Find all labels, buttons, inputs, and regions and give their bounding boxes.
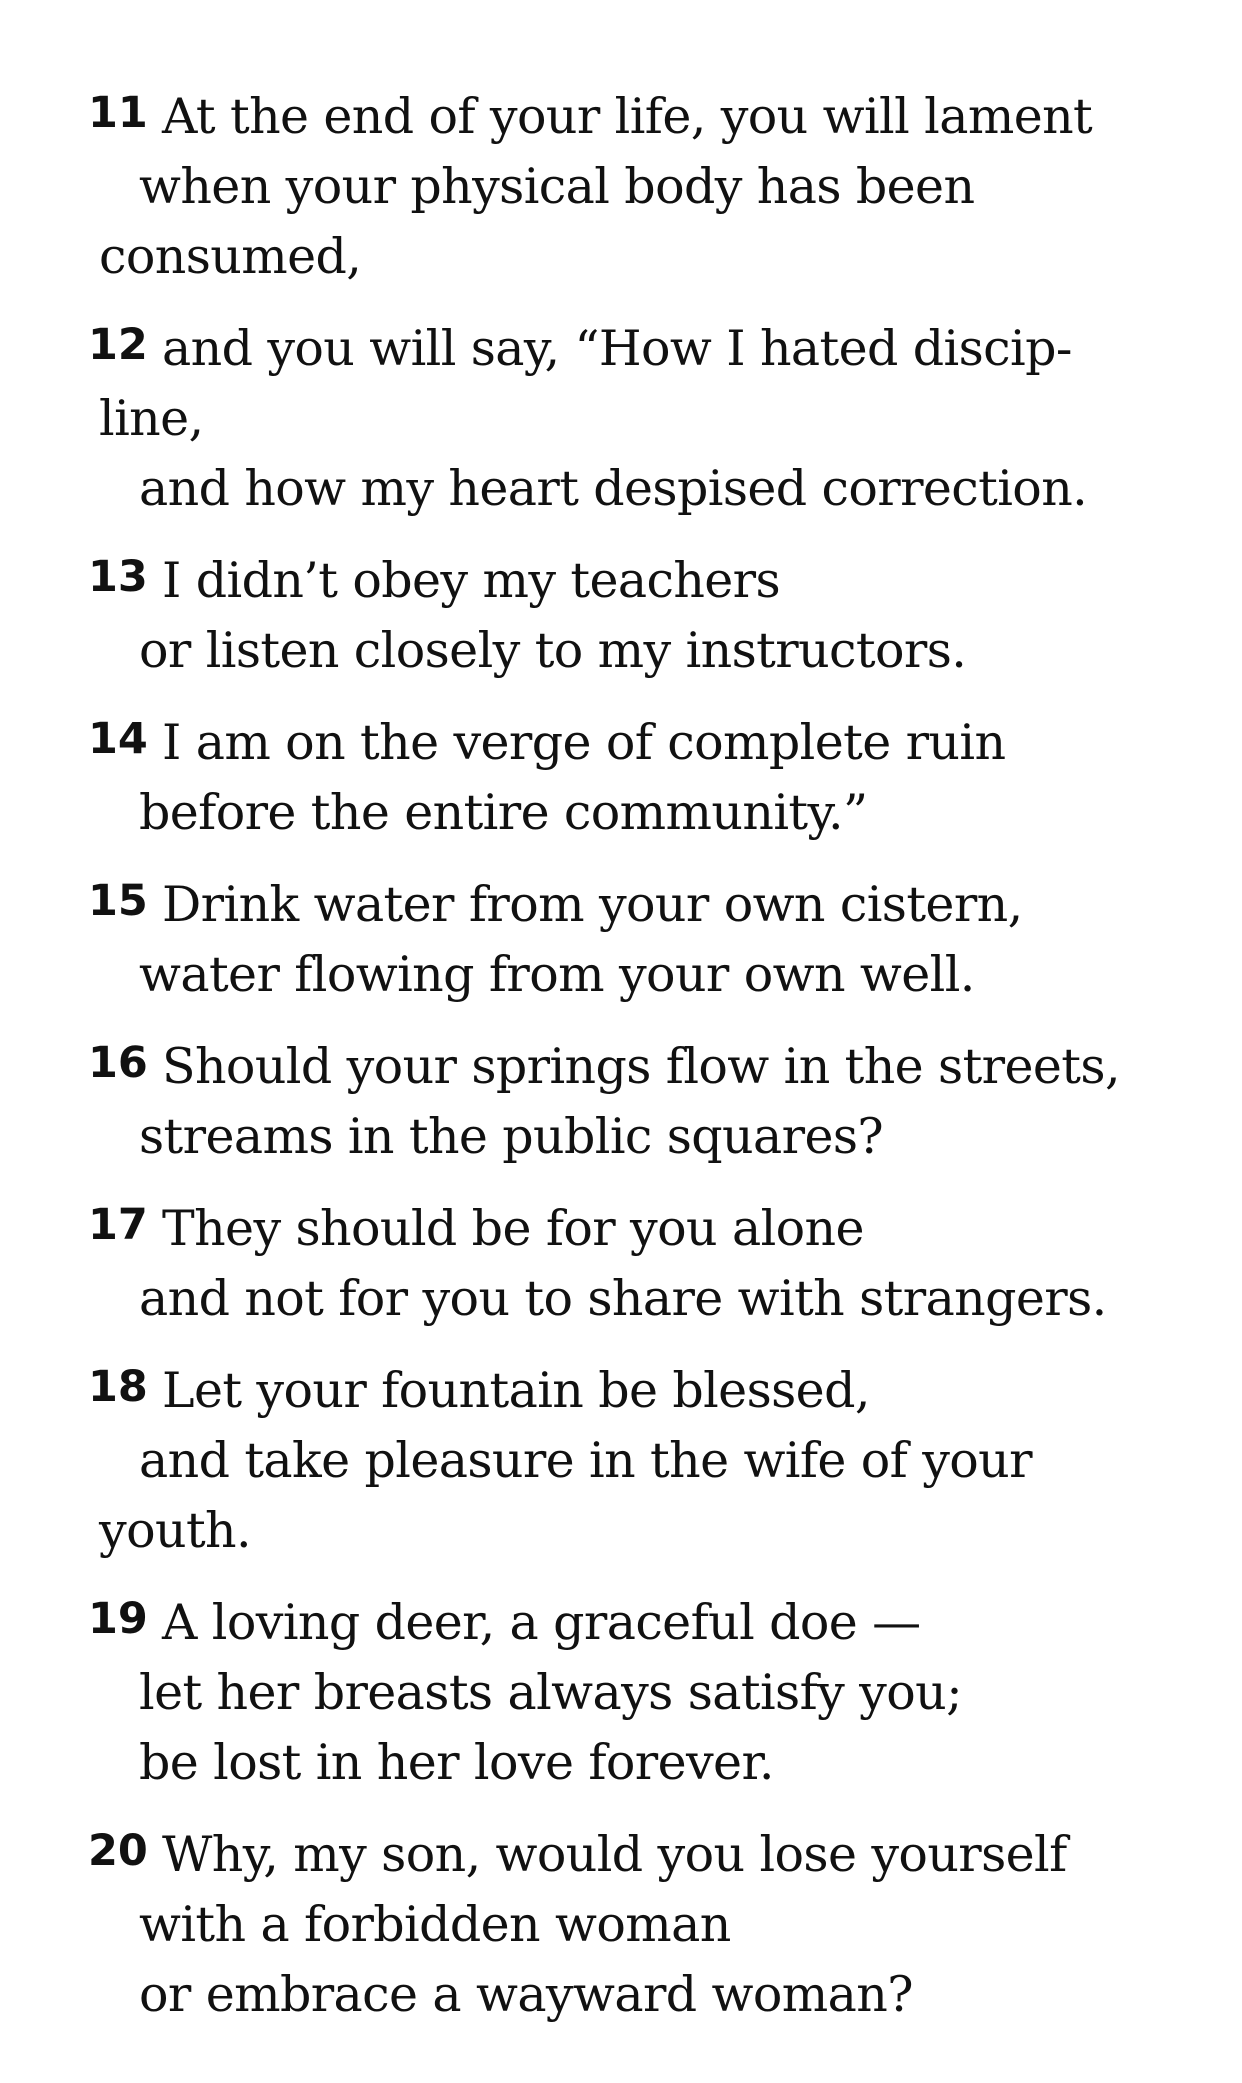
verse-line: I didn’t obey my teachers bbox=[162, 552, 781, 609]
verse-line: with a forbidden woman bbox=[139, 1896, 731, 1953]
verse-line: and you will say, “How I hated discip- bbox=[162, 320, 1072, 377]
verse-line: They should be for you alone bbox=[162, 1200, 864, 1257]
verse-line: streams in the public squares? bbox=[139, 1108, 884, 1165]
verse-line: consumed, bbox=[99, 228, 362, 285]
verse-line: youth. bbox=[99, 1502, 251, 1559]
verse-number: 11 bbox=[88, 88, 148, 138]
verse-line: and take pleasure in the wife of your bbox=[139, 1432, 1032, 1489]
verse-number: 13 bbox=[88, 552, 148, 602]
verse-line: Why, my son, would you lose yourself bbox=[162, 1826, 1067, 1883]
verse-number: 12 bbox=[88, 320, 148, 370]
verse-line: before the entire community.” bbox=[139, 784, 868, 841]
verse-line: Let your fountain be blessed, bbox=[162, 1362, 870, 1419]
verse-number: 18 bbox=[88, 1362, 148, 1412]
verse-line: and not for you to share with strangers. bbox=[139, 1270, 1107, 1327]
verse-line: be lost in her love forever. bbox=[139, 1734, 774, 1791]
verse-number: 17 bbox=[88, 1200, 148, 1250]
verse-number: 20 bbox=[88, 1826, 148, 1876]
verse-number: 15 bbox=[88, 876, 148, 926]
verse-number: 14 bbox=[88, 714, 148, 764]
verse-line: At the end of your life, you will lament bbox=[162, 88, 1093, 145]
verse-line: line, bbox=[99, 390, 204, 447]
verse-line: or embrace a wayward woman? bbox=[139, 1966, 913, 2023]
verse-line: or listen closely to my instructors. bbox=[139, 622, 967, 679]
verse-line: when your physical body has been bbox=[139, 158, 975, 215]
verse-line: A loving deer, a graceful doe — bbox=[162, 1594, 921, 1651]
verse-number: 16 bbox=[88, 1038, 148, 1088]
verse-line: I am on the verge of complete ruin bbox=[162, 714, 1006, 771]
verse-line: Drink water from your own cistern, bbox=[162, 876, 1023, 933]
verse-line: let her breasts always satisfy you; bbox=[139, 1664, 963, 1721]
verse-number: 19 bbox=[88, 1594, 148, 1644]
verse-line: Should your springs flow in the streets, bbox=[162, 1038, 1120, 1095]
verse-line: and how my heart despised correction. bbox=[139, 460, 1088, 517]
verse-line: water flowing from your own well. bbox=[139, 946, 975, 1003]
